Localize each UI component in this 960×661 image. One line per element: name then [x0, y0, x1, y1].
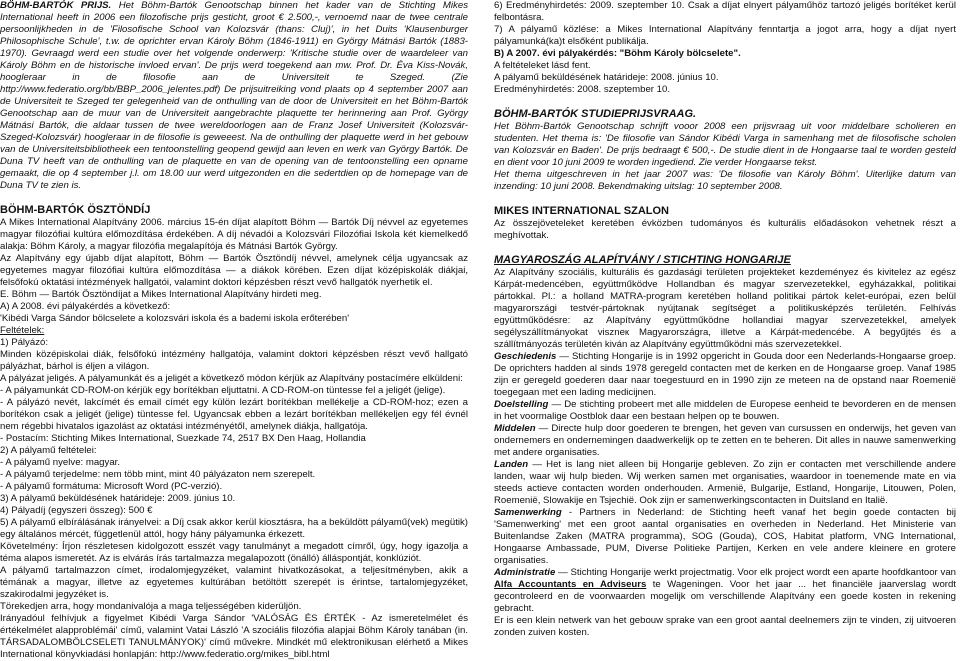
- studie-text: Het Böhm-Bartók Genootschap schrijft vooor 2008 een prijsvraag uit voor middelbare scholieren en studenten. Het thema is: 'De filosofie van Sándor Kibédi Varga in samenhang met de filosofische scholen van Kolozsvár en Baden'. De prijs bedraagt € 500,-. De studie dient in de Hongaarse taal te worden gesteld en dient voor 10 juni 2009 te worden ingediend. Zie verder Hongaarse tekst.: [494, 121, 956, 168]
- hu-scholarship-title: BÖHM-BARTÓK ÖSZTÖNDÍJ: [0, 204, 151, 216]
- landen-label: Landen: [494, 459, 529, 470]
- hu-line: Követelmény: Írjon részletesen kidolgozott esszét vagy tanulmányt a megadott címről, úgy, hogy igazolja a téma alapos ismeretét. Az is elvárás írás tartalmazza megalapozott (önálló) álláspontját, konklúziót.: [0, 541, 468, 564]
- geschiedenis-text: — Stichting Hongarije is in 1992 opgericht in Gouda door een Nederlands-Hongaarse groep. De oprichters hadden al sinds 1978 geregeld contacten met de kerken en de Hongaarse groep. Vanaf 1985 zijn er geregeld goederen daar naar toegestuurd en in 1990 zijn ze meteen na de opstand naar Roemenië toegegaan met een lading medicijnen.: [494, 351, 956, 398]
- administratie-paragraph: [494, 567, 956, 615]
- hu-conditions-label: Feltételek:: [0, 325, 45, 336]
- samenwerking-label: Samenwerking: [494, 507, 562, 518]
- hu-line: E. Böhm — Bartók Ösztöndíjat a Mikes International Alapítvány hirdeti meg.: [0, 289, 322, 300]
- rule-line: Eredményhirdetés: 2008. szeptember 10.: [494, 84, 670, 95]
- samenwerking-paragraph: [494, 507, 956, 567]
- hu-line: 4) Pályadíj (egyszeri összeg): 500 €: [0, 505, 153, 516]
- middelen-paragraph: [494, 423, 956, 459]
- hu-line: - A pályázó nevét, lakcímét és email címét egy külön lezárt borítékban mellékelje a CD-ROM-hoz; ezen a borítékon csak a jeligét (jelige) tüntesse fel. Ugyancsak ebben a lezárt borítékban mellékeljen egy fél évnél nem régebbi hivatalos igazolást az oktatási intézményétől, amelynek diákja, hallgatója.: [0, 397, 468, 432]
- szalon-title: MIKES INTERNATIONAL SZALON: [494, 205, 669, 217]
- middelen-label: Middelen: [494, 423, 536, 434]
- hu-line: 1) Pályázó:: [0, 337, 48, 348]
- hu-line: 3) A pályamű beküldésének határideje: 2009. június 10.: [0, 493, 236, 504]
- doelstelling-text: — De stichting probeert met alle middelen de Europese eenheid te bevorderen en de mensen in het voormalige Oostblok daar een bestaan helpen op te bouwen.: [494, 399, 956, 422]
- accountants-link[interactable]: Alfa Accountants en Adviseurs: [494, 579, 647, 590]
- hu-line: 2) A pályamű feltételei:: [0, 445, 97, 456]
- hu-line: A pályázat jeligés. A pályamunkát és a jeligét a következő módon kérjük az Alapítvány postacímére elküldeni:: [0, 373, 463, 384]
- hu-line: 5) A pályamű elbírálásának irányelvei: a Díj csak akkor kerül kiosztásra, ha a beküldött pályamű(vek) megütik) egy általános mércét, függetlenül attól, hogy hány pályamunka érkezett.: [0, 517, 468, 540]
- studie-text-2: Het thema uitgeschreven in het jaar 2007 was: 'De filosofie van Károly Böhm'. Uiterlijke datum van inzending: 10 juni 2008. Bekendmaking uitslag: 10 september 2008.: [494, 169, 956, 192]
- prize-text: Het Böhm-Bartók Genootschap binnen het kader van de Stichting Mikes International heeft in 2006 een filozofische prijs gesticht, groot € 2.500,-, vernoemd naar de twee centrale persoonlijkheden in de 'Filosofische School van Kolozsvár (thans: Cluj)', in het Duits 'Klausenburger Philosophische Schule', t.w. de oprichter ervan Károly Böhm (1846-1911) en György Mátnási Bartók (1883-1970). Gevraagd werd een studie over het volgende onderwerp: 'Kritische studie over de waardeleer van Károly Böhm en de historische invloed ervan'. De prijs werd toegekend aan mw. Prof. Dr. Éva Kiss-Novák, hoogleraar in de filosofie aan de Universiteit te Szeged. (Zie http://www.federatio.org/bb/BBP_2006_jelentes.pdf) De prijsuitreiking vond plaats op 4 september 2007 aan de Universiteit te Szeged ter gelegenheid van de onthulling van de door de Universiteit en het Böhm-Bartók Genootschap aan de muur van de Universiteit aangebrachte plaquette ter herinnering aan Prof. György Mátnási Bartók, die aldaar tussen de twee wereldoorlogen aan de Franz Josef Universiteit (Kolozsvár-Szeged-Kolozsvár) hoogleraar in de filosofie is geweeest. Na de onthulling der plaquette werd in het gebouw van de Universiteitsbibliotheek een tentoonstelling geopend gewijd aan leven en werk van György Bartók. De Duna TV heeft van de onthulling van de plaquette en van de opening van de tentoonstelling een opname gemaakt, die op 4 september j.l. om 18.00 uur werd uitgezonden en die sedertdien op de homepage van de Duna TV te zien is.: [0, 0, 468, 191]
- dutch-intro-paragraph: [0, 0, 468, 192]
- rule-line: 7) A pályamű közlése: a Mikes International Alapítvány fenntartja a jogot arra, hogy a díjat nyert pályamunká(ka)t elsőként publikálja.: [494, 24, 956, 47]
- hu-line: A) A 2008. évi pályakérdés a következő:: [0, 301, 171, 312]
- hu-line: - A pályamű formátuma: Microsoft Word (PC-verzió).: [0, 481, 223, 492]
- rule-line: A pályamű beküldésének határideje: 2008. június 10.: [494, 72, 719, 83]
- magyarorszag-text: Az Alapítvány szociális, kulturális és gazdasági területen projekteket kezdeményez és kivitelez az egész Kárpát-medencében, együttműködve Hollandban és magyar szervezetekkel, egyházakkal, politikai pártokkal. Pl.: a holland MATRA-program keretében holland politikai pártok kelet-európai, ezen belül magyarországi testvér-pártoknak nyújtanak segítséget a politikusképzés területén. Felhívás együttműködésre: az Alapítvány együttműködne hollandiai magyar szervezetekkel, amelyek segélyszállítmányokat viszneк Magyarországra, illetve a Kárpát-medencébe. A begyűjtés és a szállítmányozás területén kiván az Alapítvány együttműködni más szervezetekkel.: [494, 267, 956, 350]
- doelstelling-paragraph: [494, 399, 956, 423]
- geschiedenis-label: Geschiedenis: [494, 351, 557, 362]
- hu-line: Az Alapítvány egy újabb díjat alapított, Böhm — Bartók Ösztöndíj névvel, amelynek célja ugyancsak az egyetemes magyar filozófiai kultúra előmozdítása — a diákok körében. Ezen díjat középiskolák diákjai, felsőfokú oktatási intézmények hallgatói, valamint doktori képzésben részt vevő hallgatók nyerhetik el.: [0, 253, 468, 288]
- administratie-text-2: te Wageningen. Voor het jaar ... het financiële jaarverslag wordt gecontroleerd en de voorwaarden mogelijk om verschillende Alapítvány een goede kosten in rekening gebracht.: [494, 579, 956, 614]
- hu-line: 'Kibédi Varga Sándor bölcselete a kolozsvári iskola és a bademi iskola erőterében': [0, 313, 350, 324]
- hu-line: Törekedjen arra, hogy mondanivalója a maga teljességében kiderüljön.: [0, 601, 302, 612]
- hu-line: A Mikes International Alapítvány 2006. március 15-én díjat alapított Böhm — Bartók Díj névvel az egyetemes magyar filozófiai kultúra előmozdítása érdekében. A díj névadói a Kolozsvári Filozófiai Iskola két kiemelkedő alakja: Böhm Károly, a magyar filozófia megalapítója és Mátnási Bartók György.: [0, 217, 468, 252]
- rule-line: 6) Eredményhirdetés: 2009. szeptember 10. Csak a díjat elnyert pályaműhöz tartozó jeligés borítéket kerül felbontásra.: [494, 0, 956, 23]
- doelstelling-label: Doelstelling: [494, 399, 549, 410]
- hu-line: - A pályamű terjedelme: nem több mint, mint 40 pályázaton nem szerepelt.: [0, 469, 316, 480]
- magyarorszag-title: MAGYAROSZÁG ALAPÍTVÁNY / STICHTING HONGARIJE: [494, 254, 791, 266]
- studie-title: BÖHM-BARTÓK STUDIEPRIJSVRAAG.: [494, 108, 697, 120]
- hu-line: A pályamű tartalmazzon címet, irodalomjegyzéket, valamint hivatkozásokat, a teljesítményben, akik a témának a magyar, illetve az egyetemes kultúrában betöltött szerepét is érintse, tartalomjegyzéket, szakirodalmi jegyzéket is.: [0, 565, 468, 600]
- rule-line: A feltételeket lásd fent.: [494, 60, 591, 71]
- hu-line: - Postacím: Stichting Mikes International, Suezkade 74, 2517 BX Den Haag, Hollandia: [0, 433, 366, 444]
- geschiedenis-paragraph: [494, 351, 956, 399]
- administratie-label: Administratie: [494, 567, 556, 578]
- hu-line: - A pályamunkát CD-ROM-on kérjük egy borítékban eljuttatni. A CD-ROM-on tüntesse fel a jeligét (jelige).: [0, 385, 446, 396]
- rule-line: B) A 2007. évi pályakérdés: "Böhm Károly bölcselete".: [494, 48, 741, 59]
- right-column: [494, 0, 956, 639]
- landen-text: — Het is lang niet alleen bij Hongarije gebleven. Zo zijn er contacten met verschillende andere landen, waar wij hulp bieden. Wij werken samen met organisaties, waardoor in toenemende mate en via steeds actieve contacten worden onderhouden. Armenië, Bulgarije, Estland, Hongarije, Litouwen, Polen, Roemenië, Slowakije en Tsjechië. Ook zijn er samenwerkingscontacten in Duitsland en Italië.: [494, 459, 956, 506]
- left-column: [0, 0, 468, 661]
- hu-line: - A pályamű nyelve: magyar.: [0, 457, 120, 468]
- organisatie-text: Er is een klein netwerk van het gebouw sprake van een groot aantal deelnemers zijn te vinden, zij uitvoeren zonden zuiven kosten.: [494, 615, 956, 638]
- landen-paragraph: [494, 459, 956, 507]
- hu-line: Irányadóul felhívjuk a figyelmet Kibédi Varga Sándor 'VALÓSÁG ÉS ÉRTÉK - Az ismeretelmélet és értékelmélet alapproblémái' című, valamint Vatai László 'A szociális filozófia alapjai Böhm Károly tanában (in. TÁRSADALOMBÖLCSELETI TANULMÁNYOK)' című művekre. Mindkét mű elektronikusan elérhető a Mikes International könyvkiadási honlapján: http://www.federatio.org/mikes_bibl.html: [0, 613, 468, 660]
- samenwerking-text: - Partners in Nederland: de Stichting heeft vanaf het begin goede contacten bij 'Samenwerking' met een groot aantal organisaties en overheden in Nederland. Het Ministerie van Buitenlandse Zaken (MATRA programma), SOG (Gouda), COS, Habitat platform, VNG International, Hongaarse Ambassade, PUM, Diverse Politieke Partijen, Kerken en vele andere kleinere en grotere organisaties.: [494, 507, 956, 566]
- prize-heading: BÖHM-BARTÓK PRIJS.: [0, 0, 112, 11]
- administratie-text: — Stichting Hongarije werkt projectmatig. Voor elk project wordt een aparte hoofdkantoor van: [555, 567, 956, 578]
- hu-line: Minden középiskolai diák, felsőfokú intézmény hallgatója, valamint doktori képzésben részt vevő hallgató pályázhat, bárhol is éljen a világon.: [0, 349, 468, 372]
- szalon-text: Az összejöveteleket keretében évközben tudományos és kulturális előadásokon vehetnek részt a meghívottak.: [494, 218, 956, 241]
- middelen-text: — Directe hulp door goederen te brengen, het geven van cursussen en onderwijs, het geven van ondernemers en ondernemingen daadwerkelijk op te zetten en te beheren. Dit alles in nauwe samenwerking met andere organisaties.: [494, 423, 956, 458]
